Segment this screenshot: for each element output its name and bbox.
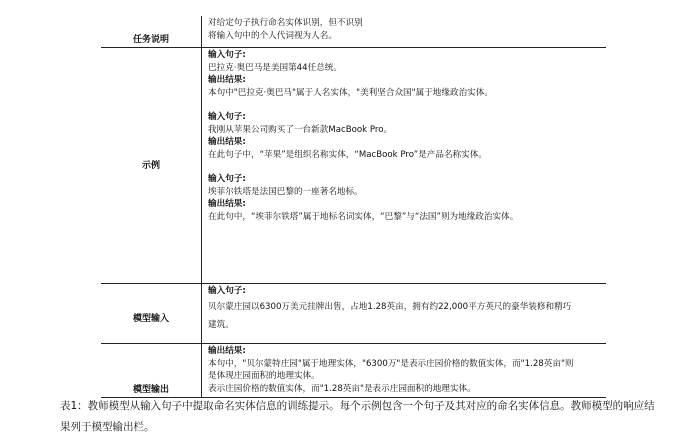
example-3 xyxy=(208,173,606,223)
task-row xyxy=(101,16,606,47)
model-input-text: 贝尔蒙庄园以6300万美元挂牌出售，占地1.28英亩，拥有约22,000平方英尺的豪华装修和精巧 xyxy=(208,301,572,312)
example-output-label: 输出结果: xyxy=(208,75,246,85)
task-label: 任务说明 xyxy=(132,35,169,45)
example-input: 巴拉克·奥巴马是美国第44任总统。 xyxy=(208,62,342,73)
model-output-content xyxy=(201,344,606,397)
example-output: 在此句中，“埃菲尔铁塔”属于地标名词实体，“巴黎”与“法国”则为地缘政治实体。 xyxy=(208,211,519,222)
task-line: 对给定句子执行命名实体识别，但不识别 xyxy=(208,18,363,28)
model-input-text: 建筑。 xyxy=(208,319,234,330)
model-output-text: 本句中，"贝尔蒙特庄园"属于地理实体，"6300万"是表示庄园价格的数值实体，而"1.28英亩"则 xyxy=(208,358,574,369)
model-input-content xyxy=(201,284,606,343)
task-line: 将输入句中的个人代词视为人名。 xyxy=(208,30,337,41)
examples-content xyxy=(201,48,606,283)
model-output-text: 是体现庄园面积的地理实体。 xyxy=(208,371,320,381)
model-input-label: 模型输入 xyxy=(132,314,169,324)
model-output-head: 输出结果: xyxy=(208,346,246,356)
example-2 xyxy=(208,111,606,161)
model-output-row xyxy=(101,343,606,397)
example-input-label: 输入句子: xyxy=(208,174,246,184)
example-input-label: 输入句子: xyxy=(208,50,246,60)
model-output-label: 模型输出 xyxy=(132,385,169,395)
table-caption: 表1：教师模型从输入句子中提取命名实体信息的训练提示。每个示例包含一个句子及其对应的命名实体信息。教师模型的响应结果列于模型输出栏。 xyxy=(60,400,655,433)
example-input-label: 输入句子: xyxy=(208,112,246,122)
example-input: 埃菲尔铁塔是法国巴黎的一座著名地标。 xyxy=(208,186,363,197)
example-output-label: 输出结果: xyxy=(208,199,246,209)
example-output: 本句中"巴拉克·奥巴马"属于人名实体，"美利坚合众国"属于地缘政治实体。 xyxy=(208,87,493,98)
task-content xyxy=(201,16,606,47)
examples-label: 示例 xyxy=(141,161,160,171)
example-output-label: 输出结果: xyxy=(208,137,246,147)
model-input-head: 输入句子: xyxy=(208,286,246,296)
example-input: 我刚从苹果公司购买了一台新款MacBook Pro。 xyxy=(208,124,393,135)
prompt-table xyxy=(101,16,606,398)
example-1 xyxy=(208,49,606,99)
examples-row xyxy=(101,47,606,283)
model-input-row xyxy=(101,283,606,343)
example-output: 在此句子中，“苹果”是组织名称实体，“MacBook Pro”是产品名称实体。 xyxy=(208,149,487,160)
model-output-text: 表示庄园价格的数值实体，而"1.28英亩"是表示庄园面积的地理实体。 xyxy=(208,383,476,394)
